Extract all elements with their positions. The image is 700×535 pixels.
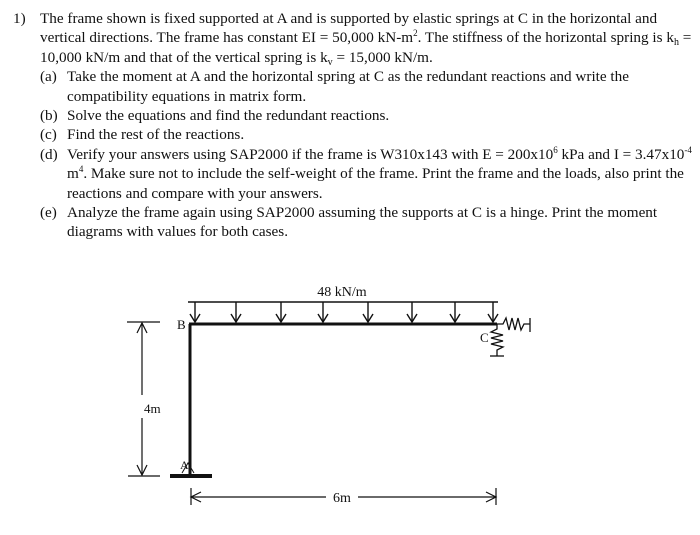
node-c-label: C xyxy=(480,330,489,345)
part-label: (c) xyxy=(40,126,57,144)
load-arrow xyxy=(318,302,328,322)
load-arrow xyxy=(407,302,417,322)
part-text: Take the moment at A and the horizontal spring at C as the redundant reactions and write the compatibility equations in matrix form. xyxy=(67,68,629,105)
load-arrow xyxy=(276,302,286,322)
load-arrow xyxy=(190,302,200,322)
load-arrow xyxy=(363,302,373,322)
part-d-sup-2: -4 xyxy=(684,144,692,155)
intro-sub-v: v xyxy=(327,56,333,68)
intro-text-b: . The stiffness of the horizontal spring is k xyxy=(417,29,674,47)
height-dimension xyxy=(127,322,160,476)
vertical-spring xyxy=(490,324,504,356)
intro-sub-h: h xyxy=(673,37,679,49)
part-d-sup-1: 6 xyxy=(553,144,558,155)
part-text: Solve the equations and find the redundant reactions. xyxy=(67,107,390,125)
part-d-text-1: Verify your answers using SAP2000 if the frame is W310x143 with E = 200x10 xyxy=(67,145,554,163)
part-label: (b) xyxy=(40,107,58,125)
part-d-text-2: kPa and I = 3.47x10 xyxy=(557,145,685,163)
part-text: Analyze the frame again using SAP2000 assuming the supports at C is a hinge. Print the moment diagrams with values for both cases. xyxy=(67,204,658,241)
span-label: 6m xyxy=(333,491,351,506)
part-label: (a) xyxy=(40,68,57,86)
part-d-sup-3: 4 xyxy=(78,164,84,175)
part-label: (e) xyxy=(40,204,57,222)
intro-text-a: The frame shown is fixed supported at A and is supported by elastic springs at C in the horizontal and vertical directions. The frame has constant EI = 50,000 kN-m xyxy=(40,10,658,47)
load-arrow xyxy=(450,302,460,322)
intro-text-d: = 15,000 kN/m. xyxy=(332,48,433,66)
horizontal-spring xyxy=(497,318,530,332)
node-a-label: A xyxy=(180,458,189,472)
node-b-label: B xyxy=(177,317,186,332)
part-label: (d) xyxy=(40,145,58,163)
load-arrow xyxy=(231,302,241,322)
part-d-text-4: . Make sure not to include the self-weight of the frame. Print the frame and the loads, also print the reactions and compare with your answers. xyxy=(67,165,684,202)
problem-number: 1) xyxy=(13,10,26,27)
load-label: 48 kN/m xyxy=(317,285,367,300)
height-label: 4m xyxy=(144,401,161,416)
load-arrows xyxy=(190,302,498,322)
part-text: Find the rest of the reactions. xyxy=(67,126,245,144)
part-d-text-3: m xyxy=(67,165,79,183)
intro-sup-a: 2 xyxy=(413,28,418,39)
load-arrow xyxy=(488,302,498,322)
intro-text-c: = 10,000 kN/m and that of the vertical spring is k xyxy=(40,29,692,66)
